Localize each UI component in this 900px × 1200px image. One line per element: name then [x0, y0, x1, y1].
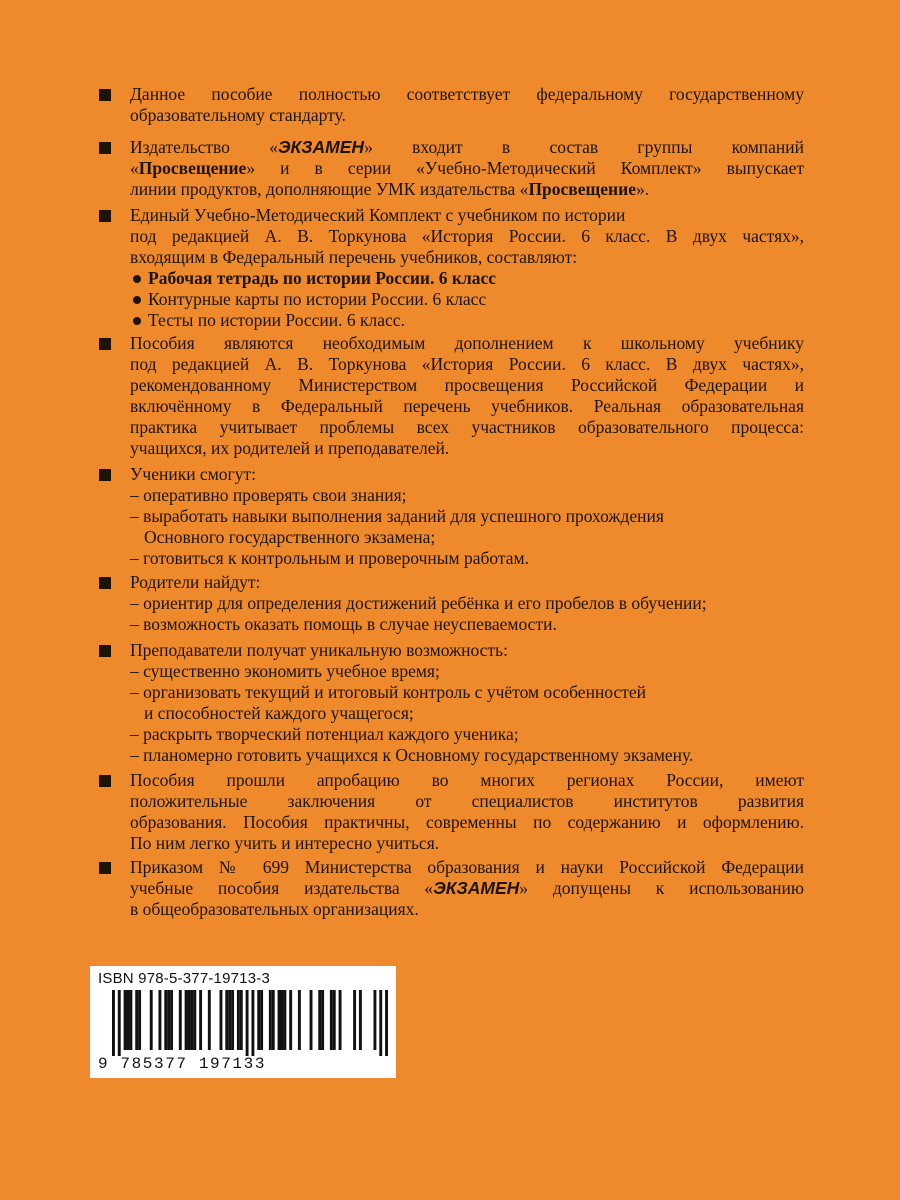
barcode-bar	[219, 990, 222, 1050]
barcode-bar	[321, 990, 324, 1050]
barcode-bar	[127, 990, 130, 1050]
barcode-bar	[124, 990, 127, 1050]
barcode-bar	[228, 990, 231, 1050]
barcode-bar	[138, 990, 141, 1050]
isbn-barcode-box	[90, 966, 396, 1078]
text-line: Данное пособие полностью соответствует федеральному государственному	[130, 84, 804, 104]
brand-ekzamen: ЭКЗАМЕН	[277, 137, 365, 157]
text-line: включённому в Федеральный перечень учебников. Реальная образовательная	[130, 396, 804, 416]
barcode-bar	[231, 990, 234, 1050]
barcode-bar	[281, 990, 284, 1050]
barcode-bar	[298, 990, 301, 1050]
text-line: практика учитывает проблемы всех участников образовательного процесса:	[130, 417, 804, 437]
list-item: и способностей каждого учащегося;	[144, 703, 414, 723]
barcode-bar	[190, 990, 193, 1050]
text-line: положительные заключения от специалистов институтов развития	[130, 791, 804, 811]
list-item: – планомерно готовить учащихся к Основному государственному экзамену.	[130, 745, 694, 765]
barcode-bar	[257, 990, 260, 1050]
isbn-label: ISBN 978-5-377-19713-3	[98, 970, 271, 987]
barcode-bar	[179, 990, 182, 1050]
text-line: Издательство «ЭКЗАМЕН» входит в состав группы компаний	[130, 137, 805, 157]
list-item: – раскрыть творческий потенциал каждого ученика;	[130, 724, 519, 744]
barcode-icon	[98, 990, 388, 1056]
text-line: линии продуктов, дополняющие УМК издательства «Просвещение».	[130, 179, 650, 199]
barcode-bar	[246, 990, 249, 1056]
barcode-bar	[379, 990, 382, 1056]
square-bullet-icon	[99, 577, 111, 589]
barcode-bar	[283, 990, 286, 1050]
text-line: учащихся, их родителей и преподавателей.	[130, 438, 450, 458]
barcode-bar	[251, 990, 254, 1056]
barcode-bar	[199, 990, 202, 1050]
paragraph-parents	[130, 572, 804, 635]
dot-bullet-icon	[133, 296, 141, 304]
barcode-bar	[170, 990, 173, 1050]
square-bullet-icon	[99, 469, 111, 481]
text-line: образовательному стандарту.	[130, 105, 346, 125]
square-bullet-icon	[99, 775, 111, 787]
paragraph-fgos	[130, 84, 804, 126]
barcode-bar	[318, 990, 321, 1050]
paragraph-supplement	[130, 333, 804, 459]
square-bullet-icon	[99, 338, 111, 350]
barcode-bar	[310, 990, 313, 1050]
text-line: Пособия являются необходимым дополнением к школьному учебнику	[130, 333, 804, 353]
brand-prosveshchenie: Просвещение	[528, 179, 636, 199]
barcode-bar	[188, 990, 191, 1050]
paragraph-teachers	[130, 640, 804, 766]
barcode-bar	[193, 990, 196, 1050]
text-line: Приказом № 699 Министерства образования и науки Российской Федерации	[130, 857, 804, 877]
list-item: Контурные карты по истории России. 6 класс	[130, 289, 804, 310]
text-line: образования. Пособия практичны, современны по содержанию и оформлению.	[130, 812, 804, 832]
barcode-bar	[150, 990, 153, 1050]
text-line: Преподаватели получат уникальную возможность:	[130, 640, 508, 660]
list-item: – оперативно проверять свои знания;	[130, 485, 407, 505]
barcode-bar	[129, 990, 132, 1050]
barcode-bar	[185, 990, 188, 1050]
dot-bullet-icon	[133, 317, 141, 325]
barcode-bar	[135, 990, 138, 1050]
list-item: – ориентир для определения достижений ребёнка и его пробелов в обучении;	[130, 593, 707, 613]
barcode-bar	[272, 990, 275, 1050]
square-bullet-icon	[99, 142, 111, 154]
list-item: – организовать текущий и итоговый контроль с учётом особенностей	[130, 682, 647, 702]
brand-ekzamen: ЭКЗАМЕН	[433, 878, 520, 898]
square-bullet-icon	[99, 89, 111, 101]
text-line: рекомендованному Министерством просвещения Российской Федерации и	[130, 375, 804, 395]
square-bullet-icon	[99, 645, 111, 657]
barcode-bar	[373, 990, 376, 1050]
paragraph-order	[130, 857, 804, 920]
text-line: Ученики смогут:	[130, 464, 256, 484]
barcode-bar	[167, 990, 170, 1050]
barcode-bar	[385, 990, 388, 1056]
square-bullet-icon	[99, 862, 111, 874]
text-line: учебные пособия издательства «ЭКЗАМЕН» допущены к использованию	[130, 878, 804, 898]
barcode-bar	[278, 990, 281, 1050]
barcode-bar	[289, 990, 292, 1050]
text-line: «Просвещение» и в серии «Учебно-Методический Комплект» выпускает	[130, 158, 804, 178]
barcode-bar	[269, 990, 272, 1050]
text-line: входящим в Федеральный перечень учебников, составляют:	[130, 247, 578, 267]
barcode-bar	[333, 990, 336, 1050]
text-line: под редакцией А. В. Торкунова «История России. 6 класс. В двух частях»,	[130, 226, 804, 246]
list-item: Тесты по истории России. 6 класс.	[130, 310, 804, 331]
square-bullet-icon	[99, 210, 111, 222]
paragraph-approbation	[130, 770, 804, 854]
text-line: Пособия прошли апробацию во многих регионах России, имеют	[130, 770, 804, 790]
text-line: под редакцией А. В. Торкунова «История России. 6 класс. В двух частях»,	[130, 354, 804, 374]
paragraph-publisher	[130, 137, 804, 200]
list-item: – существенно экономить учебное время;	[130, 661, 440, 681]
paragraph-umk	[130, 205, 804, 331]
barcode-bar	[118, 990, 121, 1056]
list-item: – выработать навыки выполнения заданий для успешного прохождения	[130, 506, 664, 526]
text-line: в общеобразовательных организациях.	[130, 899, 419, 919]
list-item: – возможность оказать помощь в случае неуспеваемости.	[130, 614, 557, 634]
list-item: – готовиться к контрольным и проверочным работам.	[130, 548, 529, 568]
barcode-bar	[353, 990, 356, 1050]
text-line: Единый Учебно-Методический Комплект с учебником по истории	[130, 205, 626, 225]
barcode-bar	[225, 990, 228, 1050]
barcode-bar	[158, 990, 161, 1050]
ean-digits: 9 785377 197133	[98, 1055, 267, 1073]
barcode-bar	[339, 990, 342, 1050]
barcode-bar	[260, 990, 263, 1050]
barcode-bar	[240, 990, 243, 1050]
barcode-bar	[112, 990, 115, 1056]
barcode-bar	[208, 990, 211, 1050]
list-item: Основного государственного экзамена;	[144, 527, 436, 547]
barcode-bar	[359, 990, 362, 1050]
paragraph-students	[130, 464, 804, 569]
dot-bullet-icon	[133, 275, 141, 283]
barcode-bar	[237, 990, 240, 1050]
barcode-bar	[164, 990, 167, 1050]
text-line: Родители найдут:	[130, 572, 261, 592]
text-line: По ним легко учить и интересно учиться.	[130, 833, 440, 853]
barcode-bar	[330, 990, 333, 1050]
brand-prosveshchenie: Просвещение	[138, 158, 247, 178]
list-item: Рабочая тетрадь по истории России. 6 класс	[130, 268, 804, 289]
